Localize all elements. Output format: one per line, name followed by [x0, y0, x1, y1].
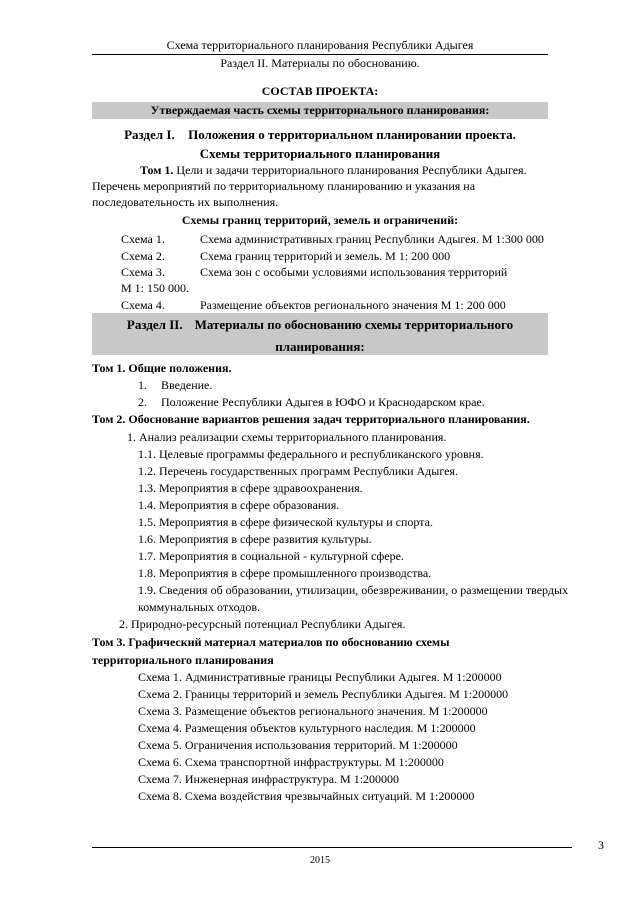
scheme-row [121, 298, 506, 313]
scheme-row [121, 232, 544, 247]
list-item-text: Положение Республики Адыгея в ЮФО и Краснодарском крае. [161, 395, 485, 409]
list-item: 1.2. Перечень государственных программ Республики Адыгея. [138, 464, 458, 478]
section-2-band [92, 313, 548, 355]
list-item-number: 2. [138, 395, 147, 409]
list-item [138, 378, 212, 393]
approved-part-band: Утверждаемая часть схемы территориального планирования: [92, 102, 548, 119]
list-item: 1.8. Мероприятия в сфере промышленного производства. [138, 566, 432, 580]
header-rule [92, 54, 548, 55]
volume-1-line-3: последовательность их выполнения. [92, 195, 279, 209]
volume-3-title: Том 3. Графический материал материалов по обоснованию схемы [92, 635, 450, 649]
list-item-text: Введение. [161, 378, 213, 392]
scheme-item: Схема 7. Инженерная инфраструктура. М 1:200000 [138, 772, 400, 786]
footer-year: 2015 [310, 855, 330, 866]
scheme-text: Схема зон с особыми условиями использования территорий [200, 265, 508, 279]
scheme-item: Схема 8. Схема воздействия чрезвычайных ситуаций. М 1:200000 [138, 789, 475, 803]
scheme-row [121, 265, 507, 280]
list-item-number: 1. [138, 378, 147, 392]
section-2-band-line-2: планирования: [275, 339, 365, 354]
section-2-band-line-1 [92, 317, 548, 333]
list-item: 1.9. Сведения об образовании, утилизации, обезвреживании, о размещении твердых [138, 583, 569, 597]
volume-1-title: Том 1. Общие положения. [92, 361, 232, 375]
section-2-label: Раздел II. [126, 317, 183, 332]
volume-1-line-1 [92, 162, 548, 178]
section-1-heading [92, 127, 548, 143]
list-item: 1.3. Мероприятия в сфере здравоохранения. [138, 481, 363, 495]
scheme-text: Схема административных границ Республики Адыгея. М 1:300 000 [200, 232, 544, 246]
scheme-item: Схема 2. Границы территорий и земель Республики Адыгея. М 1:200000 [138, 687, 509, 701]
header-doc-title: Схема территориального планирования Республики Адыгея [166, 38, 474, 52]
volume-1-label: Том 1. [140, 163, 174, 177]
list-item: 1.4. Мероприятия в сфере образования. [138, 498, 340, 512]
page-title: СОСТАВ ПРОЕКТА: [261, 84, 379, 98]
list-item: 1.6. Мероприятия в сфере развития культуры. [138, 532, 372, 546]
scheme-number: Схема 2. [121, 249, 165, 263]
list-item: 1.7. Мероприятия в социальной - культурной сфере. [138, 549, 404, 563]
section-1-subtitle: Схемы территориального планирования [199, 146, 441, 161]
list-item: 1.5. Мероприятия в сфере физической культуры и спорта. [138, 515, 433, 529]
volume-1-paragraph [92, 162, 548, 210]
list-item: 1.1. Целевые программы федерального и республиканского уровня. [138, 447, 484, 461]
section-1-title: Положения о территориальном планировании проекта. [188, 127, 516, 142]
scheme-text: Схема границ территорий и земель. М 1: 200 000 [200, 249, 451, 263]
scheme-number: Схема 4. [121, 298, 165, 312]
list-item-continuation: коммунальных отходов. [138, 600, 261, 614]
scheme-item: Схема 6. Схема транспортной инфраструктуры. М 1:200000 [138, 755, 444, 769]
footer-rule [92, 847, 572, 848]
scheme-text: Размещение объектов регионального значения М 1: 200 000 [200, 298, 506, 312]
volume-2-title: Том 2. Обоснование вариантов решения задач территориального планирования. [92, 412, 530, 426]
list-item: 2. Природно-ресурсный потенциал Республики Адыгея. [119, 617, 406, 631]
section-1-label: Раздел I. [124, 127, 175, 142]
scheme-item: Схема 4. Размещения объектов культурного наследия. М 1:200000 [138, 721, 476, 735]
header-section: Раздел II. Материалы по обоснованию. [220, 56, 420, 70]
list-item: 1. Анализ реализации схемы территориального планирования. [127, 430, 447, 444]
volume-1-text-1: Цели и задачи территориального планирования Республики Адыгея. [176, 163, 527, 177]
scheme-item: Схема 5. Ограничения использования территорий. М 1:200000 [138, 738, 458, 752]
schemes-title: Схемы границ территорий, земель и ограничений: [181, 213, 459, 227]
volume-3-title-continuation: территориального планирования [92, 653, 274, 667]
scheme-row [121, 249, 450, 264]
scheme-item: Схема 3. Размещение объектов регионального значения. М 1:200000 [138, 704, 488, 718]
volume-1-line-2: Перечень мероприятий по территориальному планированию и указания на [92, 179, 476, 193]
section-2-title: Материалы по обоснованию схемы территориального [194, 317, 514, 332]
list-item [138, 395, 485, 410]
page-number: 3 [598, 838, 604, 852]
scheme-number: Схема 3. [121, 265, 165, 279]
scheme-3-continuation: М 1: 150 000. [121, 281, 190, 295]
scheme-item: Схема 1. Административные границы Республики Адыгея. М 1:200000 [138, 670, 502, 684]
scheme-number: Схема 1. [121, 232, 165, 246]
